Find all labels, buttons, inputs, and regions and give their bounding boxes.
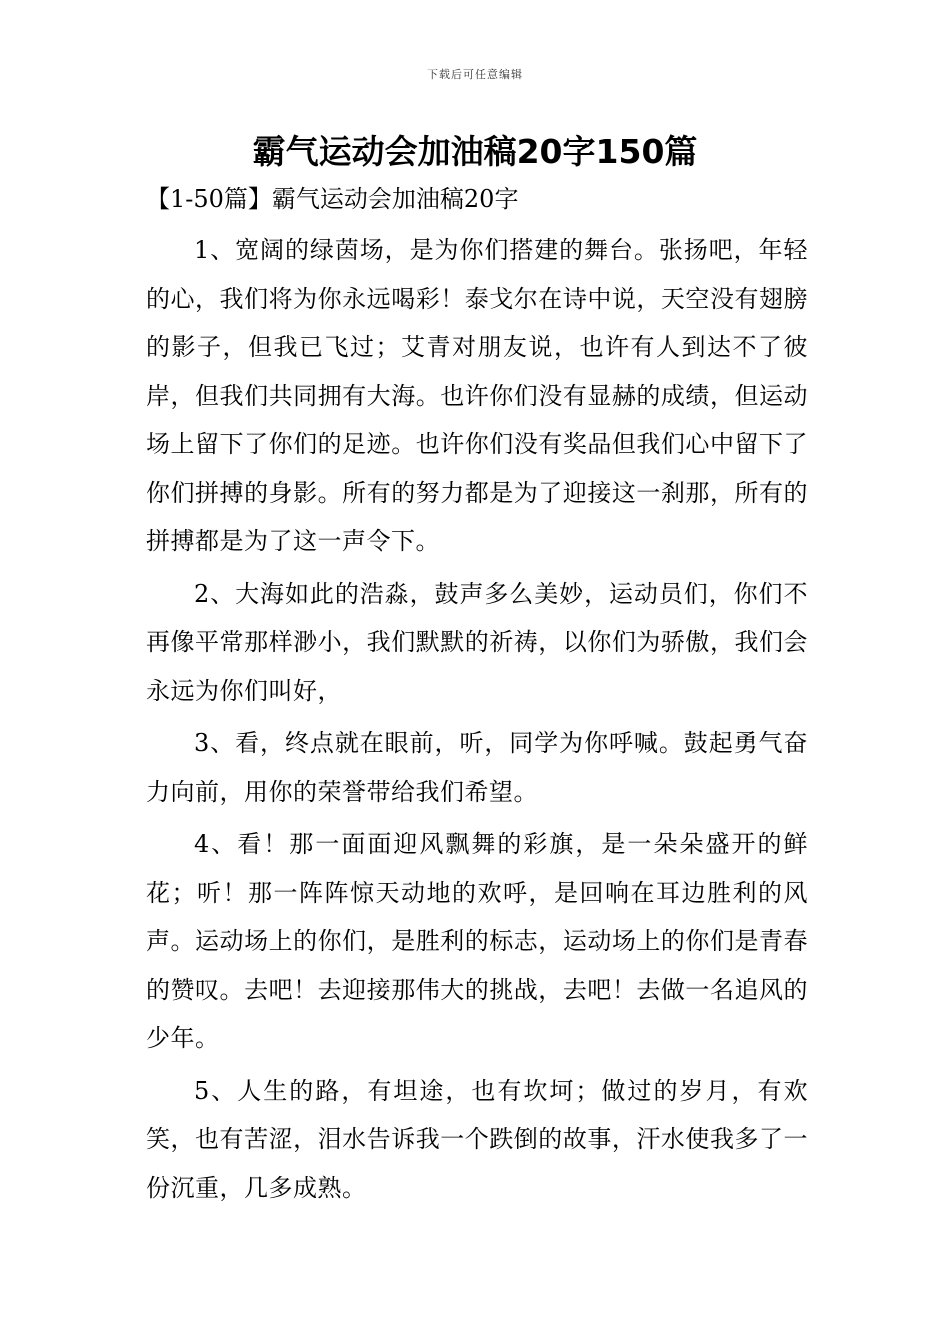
paragraph-2: 2、大海如此的浩淼，鼓声多么美妙，运动员们，你们不再像平常那样渺小，我们默默的祈祷，以你们为骄傲，我们会永远为你们叫好，	[146, 579, 808, 705]
paragraph-4: 4、看！那一面面迎风飘舞的彩旗，是一朵朵盛开的鲜花；听！那一阵阵惊天动地的欢呼，是回响在耳边胜利的风声。运动场上的你们，是胜利的标志，运动场上的你们是青春的赞叹。去吧！去迎接那伟大的挑战，去吧！去做一名追风的少年。	[146, 830, 808, 1052]
header-note: 下载后可任意编辑	[427, 68, 523, 81]
document-body	[146, 226, 808, 1216]
paragraph-3: 3、看，终点就在眼前，听，同学为你呼喊。鼓起勇气奋力向前，用你的荣誉带给我们希望。	[146, 729, 808, 806]
section-heading: 【1-50篇】霸气运动会加油稿20字	[146, 185, 519, 213]
document-title: 霸气运动会加油稿20字150篇	[252, 132, 698, 171]
paragraph-5: 5、人生的路，有坦途，也有坎坷；做过的岁月，有欢笑，也有苦涩，泪水告诉我一个跌倒的故事，汗水使我多了一份沉重，几多成熟。	[146, 1076, 808, 1202]
paragraph-1: 1、宽阔的绿茵场，是为你们搭建的舞台。张扬吧，年轻的心，我们将为你永远喝彩！泰戈尔在诗中说，天空没有翅膀的影子，但我已飞过；艾青对朋友说，也许有人到达不了彼岸，但我们共同拥有大海。也许你们没有显赫的成绩，但运动场上留下了你们的足迹。也许你们没有奖品但我们心中留下了你们拼搏的身影。所有的努力都是为了迎接这一刹那，所有的拼搏都是为了这一声令下。	[146, 236, 808, 555]
